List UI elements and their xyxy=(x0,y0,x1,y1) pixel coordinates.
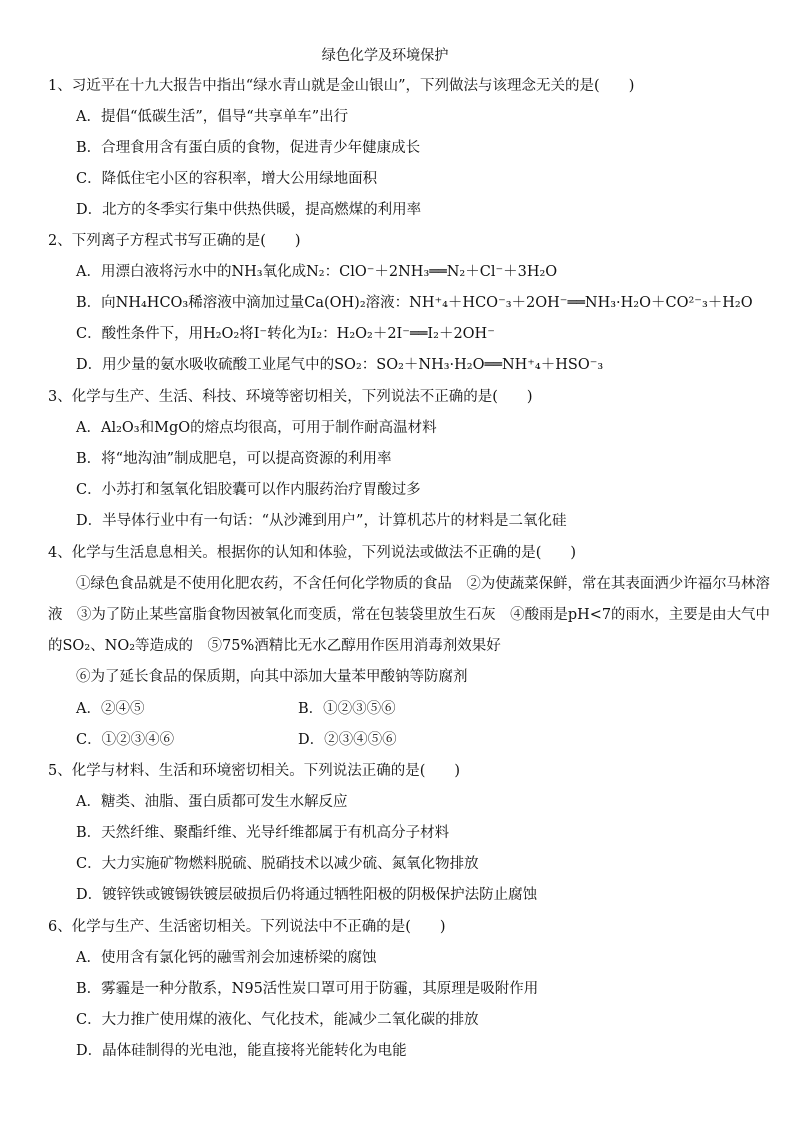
question-2-option-c: C．酸性条件下，用H₂O₂将I⁻转化为I₂：H₂O₂＋2I⁻══I₂＋2OH⁻ xyxy=(76,326,495,342)
question-4-option-d: D．②③④⑤⑥ xyxy=(298,732,397,748)
question-1-stem: 1、习近平在十九大报告中指出“绿水青山就是金山银山”，下列做法与该理念无关的是( ) xyxy=(48,78,635,94)
question-2-option-b: B．向NH₄HCO₃稀溶液中滴加过量Ca(OH)₂溶液：NH⁺₄＋HCO⁻₃＋2OH⁻══NH₃·H₂O＋CO²⁻₃＋H₂O xyxy=(76,295,753,311)
question-4-statement-line: 的SO₂、NO₂等造成的 ⑤75%酒精比无水乙醇用作医用消毒剂效果好 xyxy=(48,638,501,654)
question-3-stem: 3、化学与生产、生活、科技、环境等密切相关，下列说法不正确的是( ) xyxy=(48,389,533,405)
question-6-option-a: A．使用含有氯化钙的融雪剂会加速桥梁的腐蚀 xyxy=(76,950,377,966)
question-1-option-b: B．合理食用含有蛋白质的食物，促进青少年健康成长 xyxy=(76,140,421,156)
question-4-option-a: A．②④⑤ xyxy=(76,701,145,717)
question-6-option-d: D．晶体硅制得的光电池，能直接将光能转化为电能 xyxy=(76,1043,407,1059)
question-6-stem: 6、化学与生产、生活密切相关。下列说法中不正确的是( ) xyxy=(48,919,446,935)
question-3-option-a: A．Al₂O₃和MgO的熔点均很高，可用于制作耐高温材料 xyxy=(76,420,437,436)
question-2-option-a: A．用漂白液将污水中的NH₃氧化成N₂：ClO⁻＋2NH₃══N₂＋Cl⁻＋3H₂O xyxy=(76,264,558,280)
question-1-option-d: D．北方的冬季实行集中供热供暖，提高燃煤的利用率 xyxy=(76,202,422,218)
question-4-statement-line: ⑥为了延长食品的保质期，向其中添加大量苯甲酸钠等防腐剂 xyxy=(76,669,468,685)
question-5-option-c: C．大力实施矿物燃料脱硫、脱硝技术以减少硫、氮氧化物排放 xyxy=(76,856,479,872)
question-4-option-c: C．①②③④⑥ xyxy=(76,732,175,748)
question-4-statement-line: ①绿色食品就是不使用化肥农药，不含任何化学物质的食品 ②为使蔬菜保鲜，常在其表面洒少许福尔马林溶 xyxy=(76,576,770,592)
question-6-option-c: C．大力推广使用煤的液化、气化技术，能减少二氧化碳的排放 xyxy=(76,1012,479,1028)
question-5-option-d: D．镀锌铁或镀锡铁镀层破损后仍将通过牺牲阳极的阴极保护法防止腐蚀 xyxy=(76,887,538,903)
question-4-statement-line: 液 ③为了防止某些富脂食物因被氧化而变质，常在包装袋里放生石灰 ④酸雨是pH<7的雨水，主要是由大气中 xyxy=(48,607,770,623)
question-1-option-c: C．降低住宅小区的容积率，增大公用绿地面积 xyxy=(76,171,378,187)
question-5-stem: 5、化学与材料、生活和环境密切相关。下列说法正确的是( ) xyxy=(48,763,461,779)
question-5-option-a: A．糖类、油脂、蛋白质都可发生水解反应 xyxy=(76,794,348,810)
document-title: 绿色化学及环境保护 xyxy=(321,48,449,64)
question-4-stem: 4、化学与生活息息相关。根据你的认知和体验，下列说法或做法不正确的是( ) xyxy=(48,545,577,561)
question-6-option-b: B．雾霾是一种分散系，N95活性炭口罩可用于防霾，其原理是吸附作用 xyxy=(76,981,539,997)
question-5-option-b: B．天然纤维、聚酯纤维、光导纤维都属于有机高分子材料 xyxy=(76,825,450,841)
question-2-stem: 2、下列离子方程式书写正确的是( ) xyxy=(48,233,301,249)
question-3-option-d: D．半导体行业中有一句话：“从沙滩到用户”，计算机芯片的材料是二氧化硅 xyxy=(76,513,567,529)
question-1-option-a: A．提倡“低碳生活”，倡导“共享单车”出行 xyxy=(76,109,349,125)
question-4-option-b: B．①②③⑤⑥ xyxy=(298,701,396,717)
question-3-option-b: B．将“地沟油”制成肥皂，可以提高资源的利用率 xyxy=(76,451,392,467)
question-2-option-d: D．用少量的氨水吸收硫酸工业尾气中的SO₂：SO₂＋NH₃·H₂O══NH⁺₄＋HSO⁻₃ xyxy=(76,357,604,373)
question-3-option-c: C．小苏打和氢氧化铝胶囊可以作内服药治疗胃酸过多 xyxy=(76,482,421,498)
